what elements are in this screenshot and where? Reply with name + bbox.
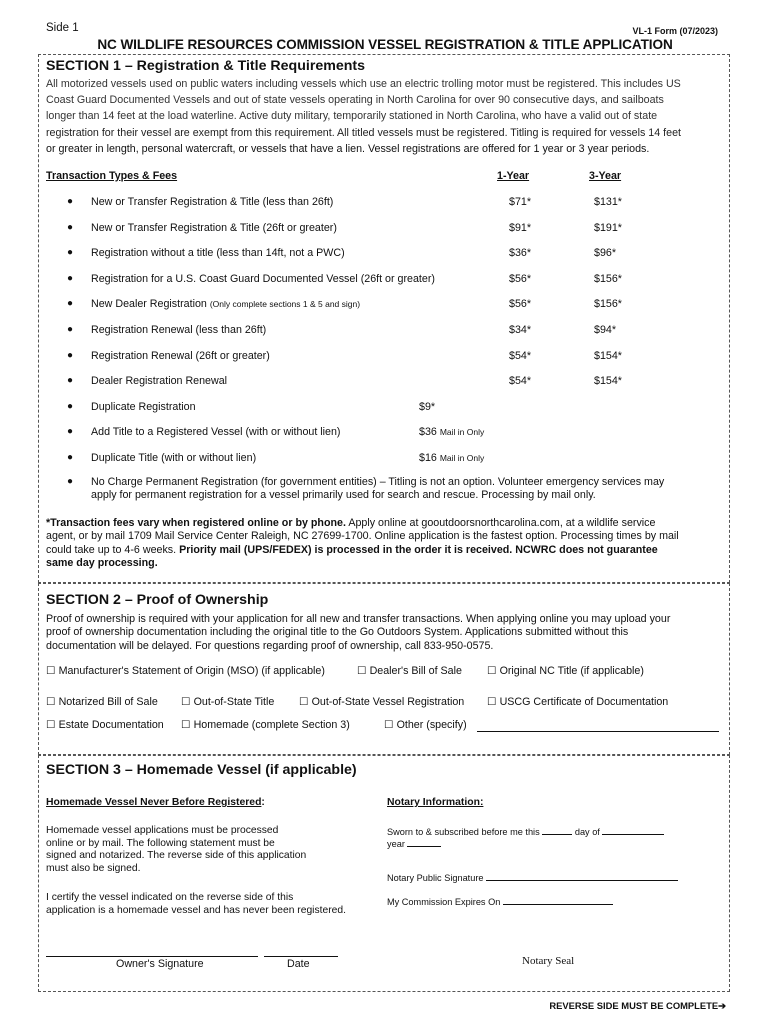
fee-one-year: $56* [509,298,531,311]
bullet-icon: ● [67,324,74,335]
bullet-icon: ● [67,426,74,438]
page-title: NC WILDLIFE RESOURCES COMMISSION VESSEL REGISTRATION & TITLE APPLICATION [97,37,673,52]
notary-signature-field[interactable] [486,871,678,881]
fee-one-year: $91* [509,221,531,234]
check-nc-title[interactable]: ☐ Original NC Title (if applicable) [487,665,644,677]
one-year-header: 1-Year [497,170,530,182]
bullet-icon: ● [67,196,74,207]
reverse-side-notice: REVERSE SIDE MUST BE COMPLETE➔ [549,1000,726,1011]
bullet-icon: ● [67,221,74,233]
check-notarized[interactable]: ☐ Notarized Bill of Sale [46,696,158,708]
fee-row-desc: Dealer Registration Renewal [91,375,228,388]
check-homemade[interactable]: ☐ Homemade (complete Section 3) [181,719,350,731]
fee-value: $16 Mail in Only [419,452,485,464]
year-line: year [387,837,441,849]
notary-signature-line: Notary Public Signature [387,871,678,883]
three-year-header: 3-Year [589,170,622,182]
fee-row-desc: Add Title to a Registered Vessel (with or without lien) [91,426,341,439]
other-specify-field[interactable] [477,718,719,732]
certify-text: I certify the vessel indicated on the reverse side of this application is a homemade vessel and has never been registered. [46,892,346,916]
commission-line: My Commission Expires On [387,895,613,907]
fee-one-year: $34* [509,324,531,336]
fee-row-desc: New or Transfer Registration & Title (26ft or greater) [91,221,337,234]
bullet-icon: ● [67,452,74,463]
fees-header: Transaction Types & Fees [46,170,178,182]
bullet-icon: ● [67,400,74,412]
fee-one-year: $71* [509,196,531,208]
owner-signature-label: Owner's Signature [116,958,204,970]
month-field[interactable] [602,825,664,835]
year-field[interactable] [407,837,441,847]
owner-signature-field[interactable] [46,946,258,957]
fee-row-desc: Registration for a U.S. Coast Guard Documented Vessel (26ft or greater) [91,272,435,285]
fee-notice: *Transaction fees vary when registered online or by phone. Apply online at gooutdoorsnorthcarolina.com, at a wildlife service agent, or by mail 1709 Mail Service Center Raleigh, NC 27699-1700. Online application is the fastest option. Processing times by mail could take up to 4-6 weeks. Priority mail (UPS/FEDEX) is processed in the order it is received. NCWRC does not guarantee same day processing. [46,517,679,570]
fee-row-desc: Registration Renewal (26ft or greater) [91,349,270,362]
date-label: Date [287,958,310,970]
check-uscg[interactable]: ☐ USCG Certificate of Documentation [487,696,669,708]
form-number: VL-1 Form (07/2023) [632,26,718,36]
fee-three-year: $96* [594,247,616,260]
fee-one-year: $36* [509,247,531,260]
check-oos-title[interactable]: ☐ Out-of-State Title [181,696,275,708]
fee-row-desc: Registration Renewal (less than 26ft) [91,324,267,336]
arrow-right-icon: ➔ [718,1000,726,1011]
check-oos-registration[interactable]: ☐ Out-of-State Vessel Registration [299,696,465,708]
sworn-line: Sworn to & subscribed before me this day of [387,825,664,837]
commission-field[interactable] [503,895,613,905]
fee-row-desc: New or Transfer Registration & Title (less than 26ft) [91,196,334,208]
fee-row-desc: Duplicate Title (with or without lien) [91,452,257,464]
check-dealer-bill[interactable]: ☐ Dealer's Bill of Sale [357,665,462,677]
section-2-heading: SECTION 2 – Proof of Ownership [46,592,269,608]
no-charge-text: No Charge Permanent Registration (for government entities) – Titling is not an option. Volunteer emergency services may apply for permanent registration for a vessel primarily used for search and rescue. Processing by mail only. [91,476,665,502]
fee-value: $36 Mail in Only [419,426,485,439]
bullet-icon: ● [67,349,74,361]
fee-value: $9* [419,400,436,413]
notary-header: Notary Information: [387,797,484,808]
fee-three-year: $156* [594,298,622,311]
notary-seal-label: Notary Seal [522,955,575,967]
fee-three-year: $94* [594,324,616,336]
bullet-icon: ● [67,298,74,310]
homemade-header: Homemade Vessel Never Before Registered: [46,797,265,808]
section-1-intro: All motorized vessels used on public waters including vessels which use an electric trolling motor must be registered. This includes US Coast Guard Documented Vessels and out of state vessels operating in North Carolina for over 90 consecutive days, and sailboats longer than 14 feet at the load waterline. Active duty military, temporarily stationed in North Carolina, who have a valid out of state registration for their vessel are exempt from this requirement. All titled vessels must be registered. Titling is required for vessels 14 feet or greater in length, personal watercraft, or vessels that have a lien. Vessel registrations are offered for 1 year or 3 year periods. [46,78,681,155]
section-2-text: Proof of ownership is required with your application for all new and transfer transactions. When applying online you may upload your proof of ownership documentation including the original title to the Go Outdoors System. Applications submitted without this documentation will be delayed. For questions regarding proof of ownership, call 833-950-0575. [46,613,671,652]
fee-one-year: $54* [509,349,531,362]
check-other[interactable]: ☐ Other (specify) [384,719,467,731]
fee-three-year: $156* [594,272,622,285]
homemade-text: Homemade vessel applications must be processed online or by mail. The following statement must be signed and notarized. The reverse side of this application must also be signed. [46,825,307,874]
side-label: Side 1 [46,22,79,34]
fee-one-year: $56* [509,272,531,285]
section-1-heading: SECTION 1 – Registration & Title Requirements [46,58,366,74]
bullet-icon: ● [67,247,74,259]
bullet-icon: ● [67,476,74,487]
fee-row-desc: Duplicate Registration [91,400,196,413]
fee-three-year: $191* [594,221,622,234]
fee-row-desc: New Dealer Registration (Only complete sections 1 & 5 and sign) [91,298,361,311]
fee-row-desc: Registration without a title (less than 14ft, not a PWC) [91,247,345,260]
fee-three-year: $154* [594,349,622,362]
section-3-heading: SECTION 3 – Homemade Vessel (if applicable) [46,762,357,778]
fee-one-year: $54* [509,375,531,388]
fee-three-year: $154* [594,375,622,388]
check-estate[interactable]: ☐ Estate Documentation [46,719,164,731]
date-field[interactable] [264,946,338,957]
check-mso[interactable]: ☐ Manufacturer's Statement of Origin (MSO) (if applicable) [46,665,325,677]
bullet-icon: ● [67,272,74,284]
day-field[interactable] [542,825,572,835]
bullet-icon: ● [67,375,74,387]
fee-three-year: $131* [594,196,622,208]
